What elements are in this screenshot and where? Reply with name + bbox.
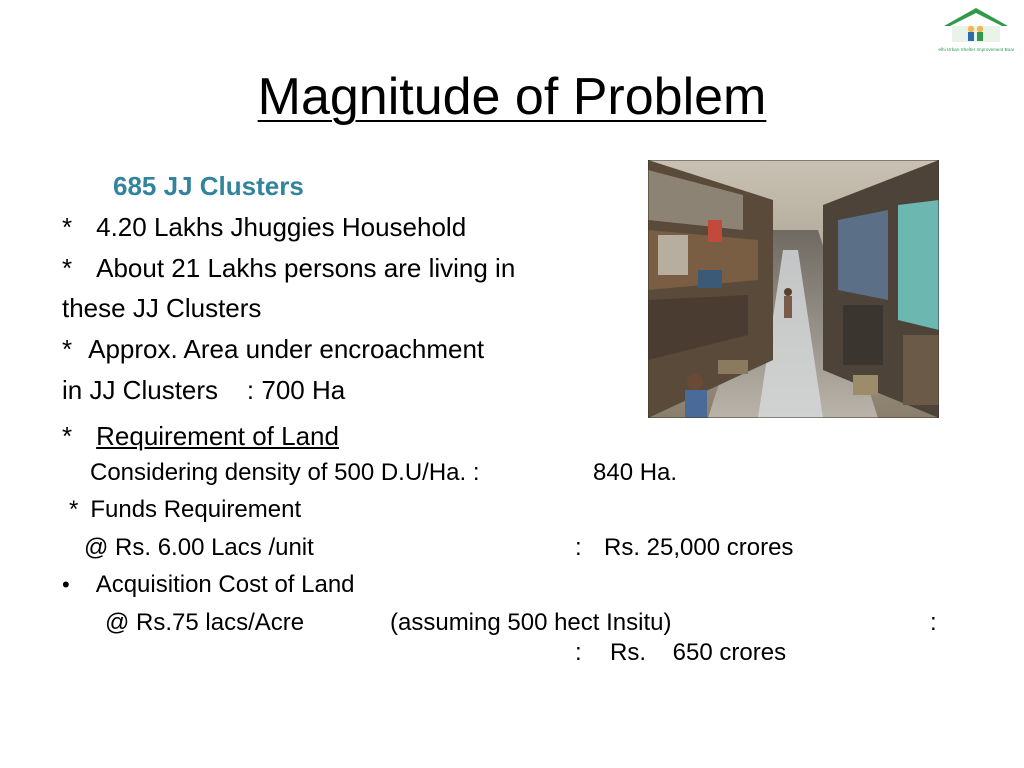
- logo-caption: Delhi Urban Shelter Improvement Board: [938, 47, 1014, 52]
- subtitle-jj-clusters: 685 JJ Clusters: [113, 171, 304, 201]
- acquisition-rate-line: @ Rs.75 lacs/Acre: [105, 609, 305, 636]
- point-persons: * About 21 Lakhs persons are living in: [62, 253, 516, 283]
- acquisition-note: (assuming 500 hect Insitu): [390, 609, 672, 636]
- point-marker: *: [62, 253, 73, 283]
- point-marker: *: [62, 334, 73, 364]
- point-persons-cont: these JJ Clusters: [62, 293, 262, 323]
- point-marker: *: [62, 421, 73, 451]
- funds-colon: :: [575, 534, 582, 561]
- point-area: * Approx. Area under encroachment: [62, 334, 485, 364]
- land-density-value: 840 Ha.: [593, 459, 678, 486]
- point-marker: *: [62, 212, 73, 242]
- acquisition-colon: :: [930, 609, 937, 636]
- slide-title: Magnitude of Problem: [257, 68, 767, 126]
- bullet-marker: •: [62, 572, 70, 597]
- point-land-requirement: * Requirement of Land: [62, 421, 339, 451]
- acquisition-value: Rs. 650 crores: [610, 639, 787, 666]
- point-funds: * Funds Requirement: [69, 496, 302, 523]
- point-area-cont: in JJ Clusters : 700 Ha: [62, 375, 346, 405]
- land-density-line: Considering density of 500 D.U/Ha. :: [90, 459, 480, 486]
- dusib-logo: [938, 2, 1014, 56]
- point-acquisition: • Acquisition Cost of Land: [62, 571, 355, 598]
- point-households: * 4.20 Lakhs Jhuggies Household: [62, 212, 467, 242]
- funds-value: Rs. 25,000 crores: [604, 534, 794, 561]
- point-marker: *: [69, 496, 79, 523]
- acquisition-colon-2: :: [575, 639, 582, 666]
- funds-rate-line: @ Rs. 6.00 Lacs /unit: [84, 534, 314, 561]
- slum-photo: [648, 160, 939, 418]
